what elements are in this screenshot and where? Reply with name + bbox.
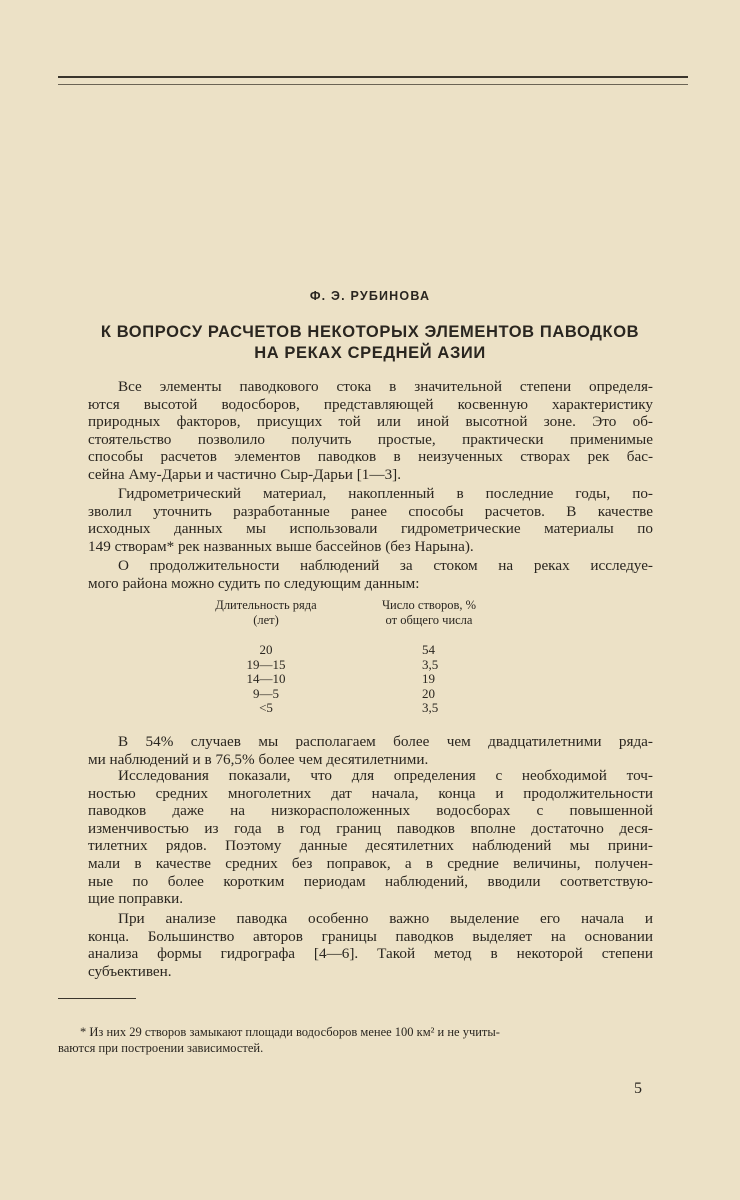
text-line: способы расчетов элементов паводков в неизученных створах рек бас- xyxy=(88,448,653,466)
article-title xyxy=(40,322,700,364)
paragraph-1 xyxy=(88,378,653,484)
table-cell-duration: 19—15 xyxy=(246,656,286,672)
text-line: ми наблюдений и в 76,5% более чем десятилетними. xyxy=(88,750,429,768)
paragraph-4 xyxy=(88,733,653,768)
table-cell-duration: 14—10 xyxy=(246,671,286,686)
table-header-text: Длительность ряда xyxy=(215,598,317,612)
text-line: стоятельство позволило получить простые, практически применимые xyxy=(88,430,653,448)
paragraph-2 xyxy=(88,485,653,555)
text-line: сейна Аму-Дарьи и частично Сыр-Дарьи [1—3]. xyxy=(88,465,402,483)
table-cell-duration: 20 xyxy=(259,642,273,657)
footnote-line: * Из них 29 створов замыкают площади водосборов менее 100 км² и не учиты- xyxy=(80,1025,500,1039)
text-line: В 54% случаев мы располагаем более чем двадцатилетними ряда- xyxy=(118,733,653,750)
text-line: 149 створам* рек названных выше бассейнов (без Нарына). xyxy=(88,537,474,555)
table-cell-share: 3,5 xyxy=(422,656,439,672)
text-line: анализа формы гидрографа [4—6]. Такой метод в некоторой степени xyxy=(88,945,653,963)
header-rule-thick xyxy=(58,76,688,78)
text-line: мали в качестве средних без поправок, а в средние величины, получен- xyxy=(88,854,653,872)
text-line: изменчивостью из года в год границ паводков вполне достаточно деся- xyxy=(88,819,653,837)
table-row xyxy=(186,700,506,715)
table-row xyxy=(186,657,506,672)
footnote-separator xyxy=(58,998,136,999)
table-row xyxy=(186,686,506,701)
text-line: мого района можно судить по следующим данным: xyxy=(88,574,420,592)
table-cell-duration: <5 xyxy=(259,700,273,715)
table-cell-duration: 9—5 xyxy=(253,685,279,701)
footnote xyxy=(58,1024,654,1056)
table-body xyxy=(186,642,506,715)
table-cell-share: 54 xyxy=(422,642,435,657)
text-line: конца. Большинство авторов границы паводков выделяет на основании xyxy=(88,927,653,945)
table-header-text: Число створов, % xyxy=(381,598,477,612)
text-line: субъективен. xyxy=(88,962,172,980)
table-cell-share: 3,5 xyxy=(422,700,439,715)
table-cell-share: 20 xyxy=(422,685,435,701)
footnote-line: ваются при построении зависимостей. xyxy=(58,1041,264,1055)
text-line: ные по более коротким периодам наблюдений, вводили соответствую- xyxy=(88,872,653,890)
header-rule-thin xyxy=(58,84,688,85)
text-line: Все элементы паводкового стока в значительной степени определя- xyxy=(118,378,653,395)
text-line: природных факторов, присущих той или иной высотной зоне. Это об- xyxy=(88,413,653,431)
text-line: При анализе паводка особенно важно выделение его начала и xyxy=(118,910,653,927)
text-line: тилетних рядов. Поэтому данные десятилетних наблюдений мы прини- xyxy=(88,837,653,855)
text-line: ются высотой водосборов, представляющей косвенную характеристику xyxy=(88,395,653,413)
text-line: О продолжительности наблюдений за стоком на реках исследуе- xyxy=(118,557,653,574)
text-line: Гидрометрический материал, накопленный в последние годы, по- xyxy=(118,485,653,502)
text-line: исходных данных мы использовали гидрометрические материалы по xyxy=(88,520,653,538)
paragraph-6 xyxy=(88,910,653,980)
table-header-share xyxy=(354,598,504,628)
table-header-text: от общего числа xyxy=(385,613,473,627)
text-line: щие поправки. xyxy=(88,890,184,908)
title-line: К ВОПРОСУ РАСЧЕТОВ НЕКОТОРЫХ ЭЛЕМЕНТОВ ПАВОДКОВ xyxy=(100,323,640,341)
paragraph-3 xyxy=(88,557,653,592)
table-row xyxy=(186,642,506,657)
text-line: Исследования показали, что для определения с необходимой точ- xyxy=(118,767,653,784)
page-number: 5 xyxy=(634,1080,642,1097)
table-header-duration xyxy=(186,598,346,628)
text-line: ностью средних многолетних дат начала, конца и продолжительности xyxy=(88,784,653,802)
text-line: зволил уточнить разработанные ранее способы расчетов. В качестве xyxy=(88,502,653,520)
title-line: НА РЕКАХ СРЕДНЕЙ АЗИИ xyxy=(254,344,486,362)
table-header-text: (лет) xyxy=(253,613,279,627)
text-line: паводков даже на низкорасположенных водосборах с повышенной xyxy=(88,802,653,820)
table-cell-share: 19 xyxy=(422,671,435,686)
author-name: Ф. Э. РУБИНОВА xyxy=(309,289,431,303)
paragraph-5 xyxy=(88,767,653,908)
table-row xyxy=(186,671,506,686)
